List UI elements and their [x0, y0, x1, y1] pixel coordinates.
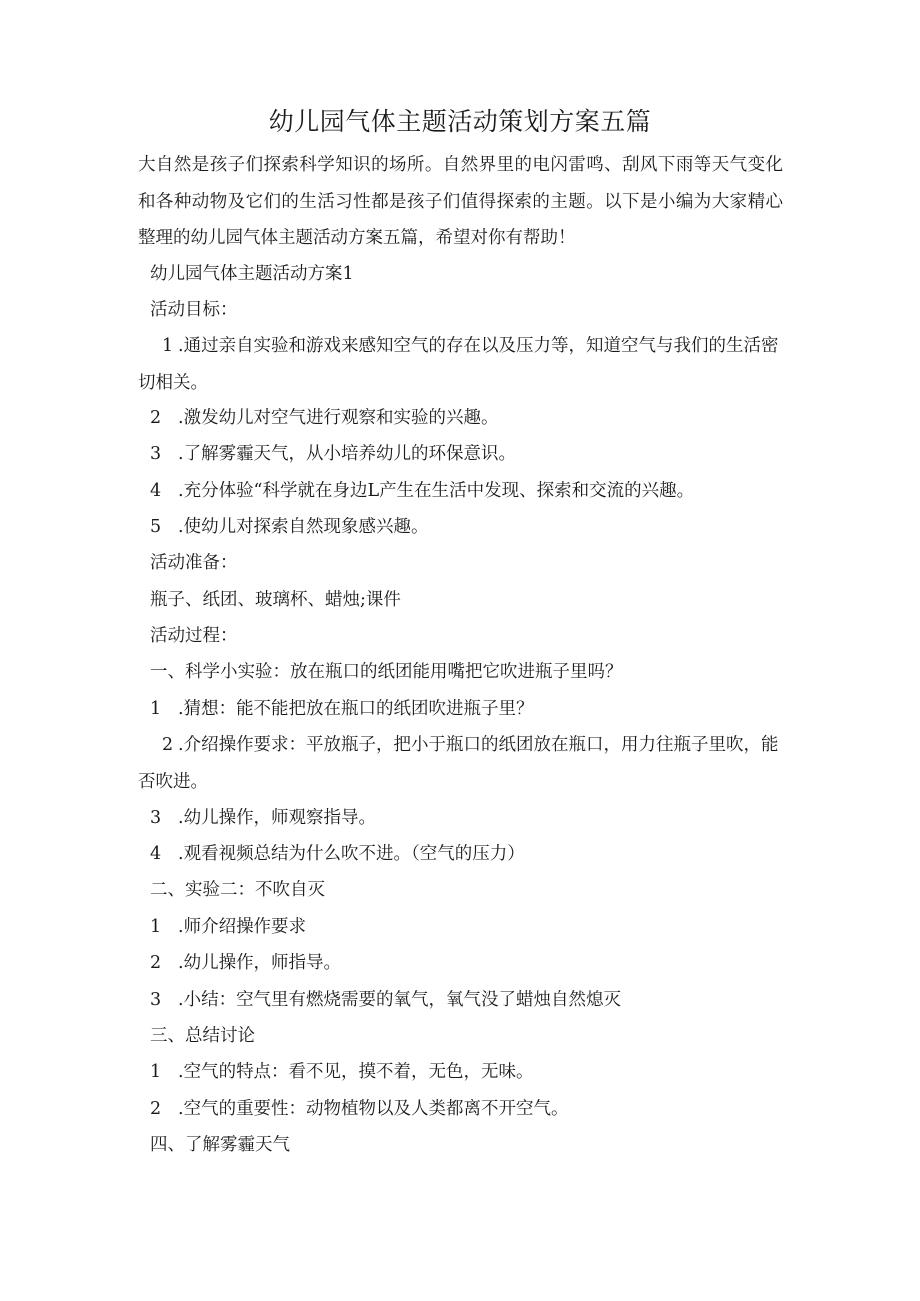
part1-step-2 — [138, 727, 783, 800]
step-number: 1 — [150, 699, 162, 719]
goal-item-3 — [150, 436, 790, 473]
step-number: 1 — [150, 917, 162, 937]
part2-heading: 二、实验二：不吹自灭 — [150, 880, 325, 900]
goals-heading: 活动目标： — [150, 300, 238, 320]
step-text: .幼儿操作，师指导。 — [178, 953, 342, 973]
part1-step-3 — [150, 800, 790, 837]
prep-items: 瓶子、纸团、玻璃杯、蜡烛;课件 — [150, 590, 401, 610]
step-number: 4 — [150, 844, 162, 864]
part3-step-2 — [150, 1091, 790, 1128]
goal-number: 1 — [162, 336, 174, 356]
step-text: .幼儿操作，师观察指导。 — [178, 808, 377, 828]
goal-number: 3 — [150, 444, 162, 464]
step-number: 2 — [150, 1099, 162, 1119]
step-text: .空气的特点：看不见，摸不着，无色，无味。 — [178, 1062, 534, 1082]
part1-step-4 — [150, 836, 790, 873]
step-number: 2 — [162, 735, 174, 755]
part3-heading: 三、总结讨论 — [150, 1026, 255, 1046]
goal-item-2 — [150, 400, 790, 437]
step-number: 3 — [150, 808, 162, 828]
prep-heading: 活动准备： — [150, 553, 238, 573]
goal-number: 2 — [150, 408, 162, 428]
step-number: 2 — [150, 953, 162, 973]
part2-step-3 — [150, 982, 790, 1019]
step-text: .师介绍操作要求 — [178, 917, 307, 937]
part2-step-1 — [150, 909, 790, 946]
step-text: .猜想：能不能把放在瓶口的纸团吹进瓶子里？ — [178, 699, 534, 719]
goal-item-1 — [138, 328, 783, 401]
goal-text: .了解雾霾天气，从小培养幼儿的环保意识。 — [178, 444, 517, 464]
part1-step-1 — [150, 691, 790, 728]
step-text: .小结：空气里有燃烧需要的氧气，氧气没了蜡烛自然熄灭 — [178, 990, 622, 1010]
step-text: .空气的重要性：动物植物以及人类都离不开空气。 — [178, 1099, 569, 1119]
goal-number: 5 — [150, 517, 162, 537]
part2-step-2 — [150, 945, 790, 982]
goal-text: .充分体验“科学就在身边L产生在生活中发现、探索和交流的兴趣。 — [178, 481, 695, 501]
step-number: 1 — [150, 1062, 162, 1082]
intro-paragraph: 大自然是孩子们探索科学知识的场所。自然界里的电闪雷鸣、刮风下雨等天气变化和各种动物及它们的生活习性都是孩子们值得探索的主题。以下是小编为大家精心整理的幼儿园气体主题活动方案五篇，希望对你有帮助！ — [138, 155, 783, 248]
goal-item-4 — [150, 473, 790, 510]
document-title: 幼儿园气体主题活动策划方案五篇 — [268, 107, 652, 136]
goal-text: .使幼儿对探索自然现象感兴趣。 — [178, 517, 429, 537]
goal-text: .激发幼儿对空气进行观察和实验的兴趣。 — [178, 408, 499, 428]
step-text: .介绍操作要求：平放瓶子，把小于瓶口的纸团放在瓶口，用力往瓶子里吹，能否吹进。 — [138, 735, 779, 792]
step-number: 3 — [150, 990, 162, 1010]
goal-item-5 — [150, 509, 790, 546]
part3-step-1 — [150, 1054, 790, 1091]
goal-text: .通过亲自实验和游戏来感知空气的存在以及压力等，知道空气与我们的生活密切相关。 — [138, 336, 779, 393]
step-text: .观看视频总结为什么吹不进。（空气的压力） — [178, 844, 525, 864]
goal-number: 4 — [150, 481, 162, 501]
part4-heading: 四、了解雾霾天气 — [150, 1135, 290, 1155]
process-heading: 活动过程： — [150, 626, 238, 646]
section-title: 幼儿园气体主题活动方案1 — [150, 264, 354, 284]
part1-heading: 一、科学小实验：放在瓶口的纸团能用嘴把它吹进瓶子里吗？ — [150, 662, 623, 682]
